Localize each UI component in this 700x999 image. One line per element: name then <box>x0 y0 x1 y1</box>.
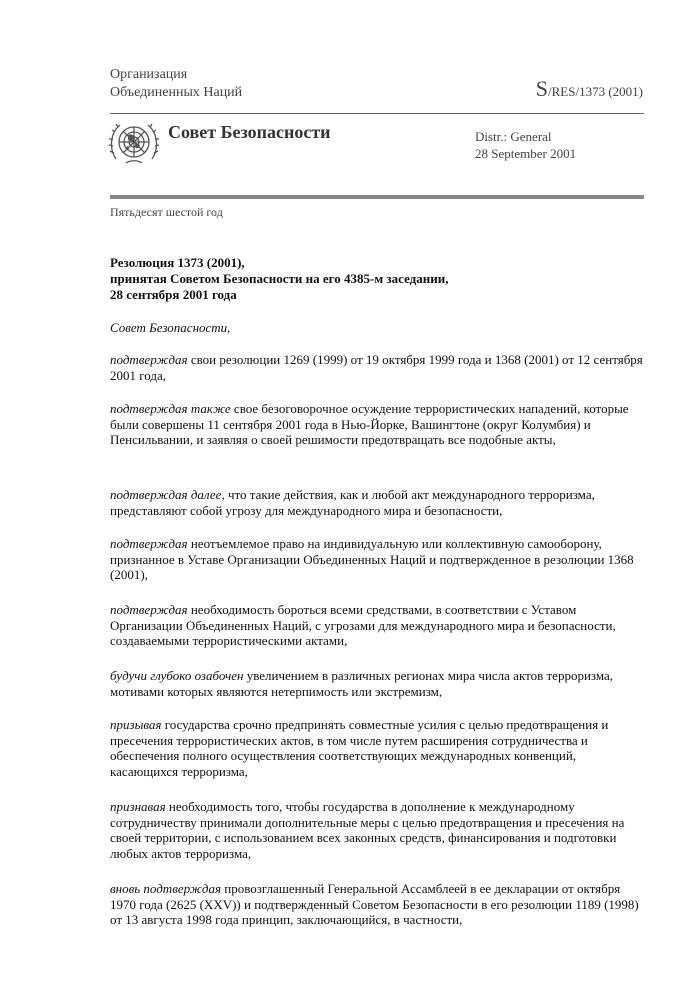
opening-text: Совет Безопасности, <box>110 320 231 335</box>
preamble-paragraph-4 <box>110 536 645 583</box>
paragraph-text: необходимость бороться всеми средствами, в соответствии с Уставом Организации Объединенных Наций, с угрозами для международного мира и безопасности, создаваемыми террористическими актами, <box>110 602 616 648</box>
security-council-heading: Совет Безопасности <box>168 122 331 142</box>
preamble-paragraph-8 <box>110 799 645 861</box>
org-line-1: Организация <box>110 67 188 82</box>
paragraph-text: свои резолюции 1269 (1999) от 19 октября 1999 года и 1368 (2001) от 12 сентября 2001 года, <box>110 352 643 383</box>
paragraph-text: увеличением в различных регионах мира числа актов терроризма, мотивами которых являются нетерпимость или экстремизм, <box>110 668 614 699</box>
preamble-paragraph-1 <box>110 352 645 383</box>
un-emblem-icon <box>108 119 160 169</box>
preamble-paragraph-7 <box>110 717 645 779</box>
issue-date: 28 September 2001 <box>475 146 577 161</box>
paragraph-lead: подтверждая также <box>110 401 231 416</box>
title-line-3: 28 сентября 2001 года <box>110 287 237 302</box>
preamble-paragraph-3 <box>110 487 645 518</box>
distribution-block <box>475 128 576 162</box>
session-line: Пятьдесят шестой год <box>110 205 223 219</box>
resolution-title <box>110 255 448 303</box>
paragraph-lead: подтверждая <box>110 602 188 617</box>
paragraph-lead: будучи глубоко озабочен <box>110 668 244 683</box>
opening-line <box>110 320 645 336</box>
organization-name <box>110 66 242 102</box>
preamble-paragraph-9 <box>110 881 645 928</box>
org-line-2: Объединенных Наций <box>110 85 243 100</box>
paragraph-text: свое безоговорочное осуждение террористических нападений, которые были совершены 11 сентября 2001 года в Нью-Йорке, Вашингтоне (округ Колумбия) и Пенсильвании, и заявляя о своей решимости предотвращать все подобные акты, <box>110 401 629 447</box>
preamble-paragraph-6 <box>110 668 645 699</box>
paragraph-lead: призывая <box>110 717 162 732</box>
document-symbol <box>536 76 643 102</box>
paragraph-lead: вновь подтверждая <box>110 881 221 896</box>
paragraph-text: что такие действия, как и любой акт международного терроризма, представляют собой угрозу для международного мира и безопасности, <box>110 487 595 518</box>
paragraph-text: государства срочно предпринять совместные усилия с целью предотвращения и пресечения террористических актов, в том числе путем расширения сотрудничества и обеспечения полного осуществления соответствующих международных конвенций, касающихся терроризма, <box>110 717 609 779</box>
preamble-paragraph-5 <box>110 602 645 649</box>
distribution-label: Distr.: General <box>475 129 552 144</box>
paragraph-lead: признавая <box>110 799 166 814</box>
paragraph-text: необходимость того, чтобы государства в дополнение к международному сотрудничеству принимали дополнительные меры с целью предотвращения и пресечения на своей территории, с использованием всех законных средств, финансирования и подготовки любых актов терроризма, <box>110 799 625 861</box>
paragraph-lead: подтверждая далее, <box>110 487 225 502</box>
symbol-letter: S <box>535 76 549 101</box>
paragraph-lead: подтверждая <box>110 352 188 367</box>
preamble-paragraph-2 <box>110 401 645 448</box>
paragraph-text: неотъемлемое право на индивидуальную или коллективную самооборону, признанное в Уставе Организации Объединенных Наций и подтвержденное в резолюции 1368 (2001), <box>110 536 634 582</box>
title-line-1: Резолюция 1373 (2001), <box>110 255 245 270</box>
title-line-2: принятая Советом Безопасности на его 4385-м заседании, <box>110 271 449 286</box>
symbol-number: /RES/1373 (2001) <box>548 84 643 99</box>
paragraph-lead: подтверждая <box>110 536 188 551</box>
header-rule-bottom <box>110 195 644 199</box>
header-rule-top <box>110 113 644 114</box>
paragraph-text: провозглашенный Генеральной Ассамблеей в ее декларации от октября 1970 года (2625 (XXV)) и подтвержденный Советом Безопасности в его резолюции 1189 (1998) от 13 августа 1998 года принцип, заключающийся, в частности, <box>110 881 639 927</box>
